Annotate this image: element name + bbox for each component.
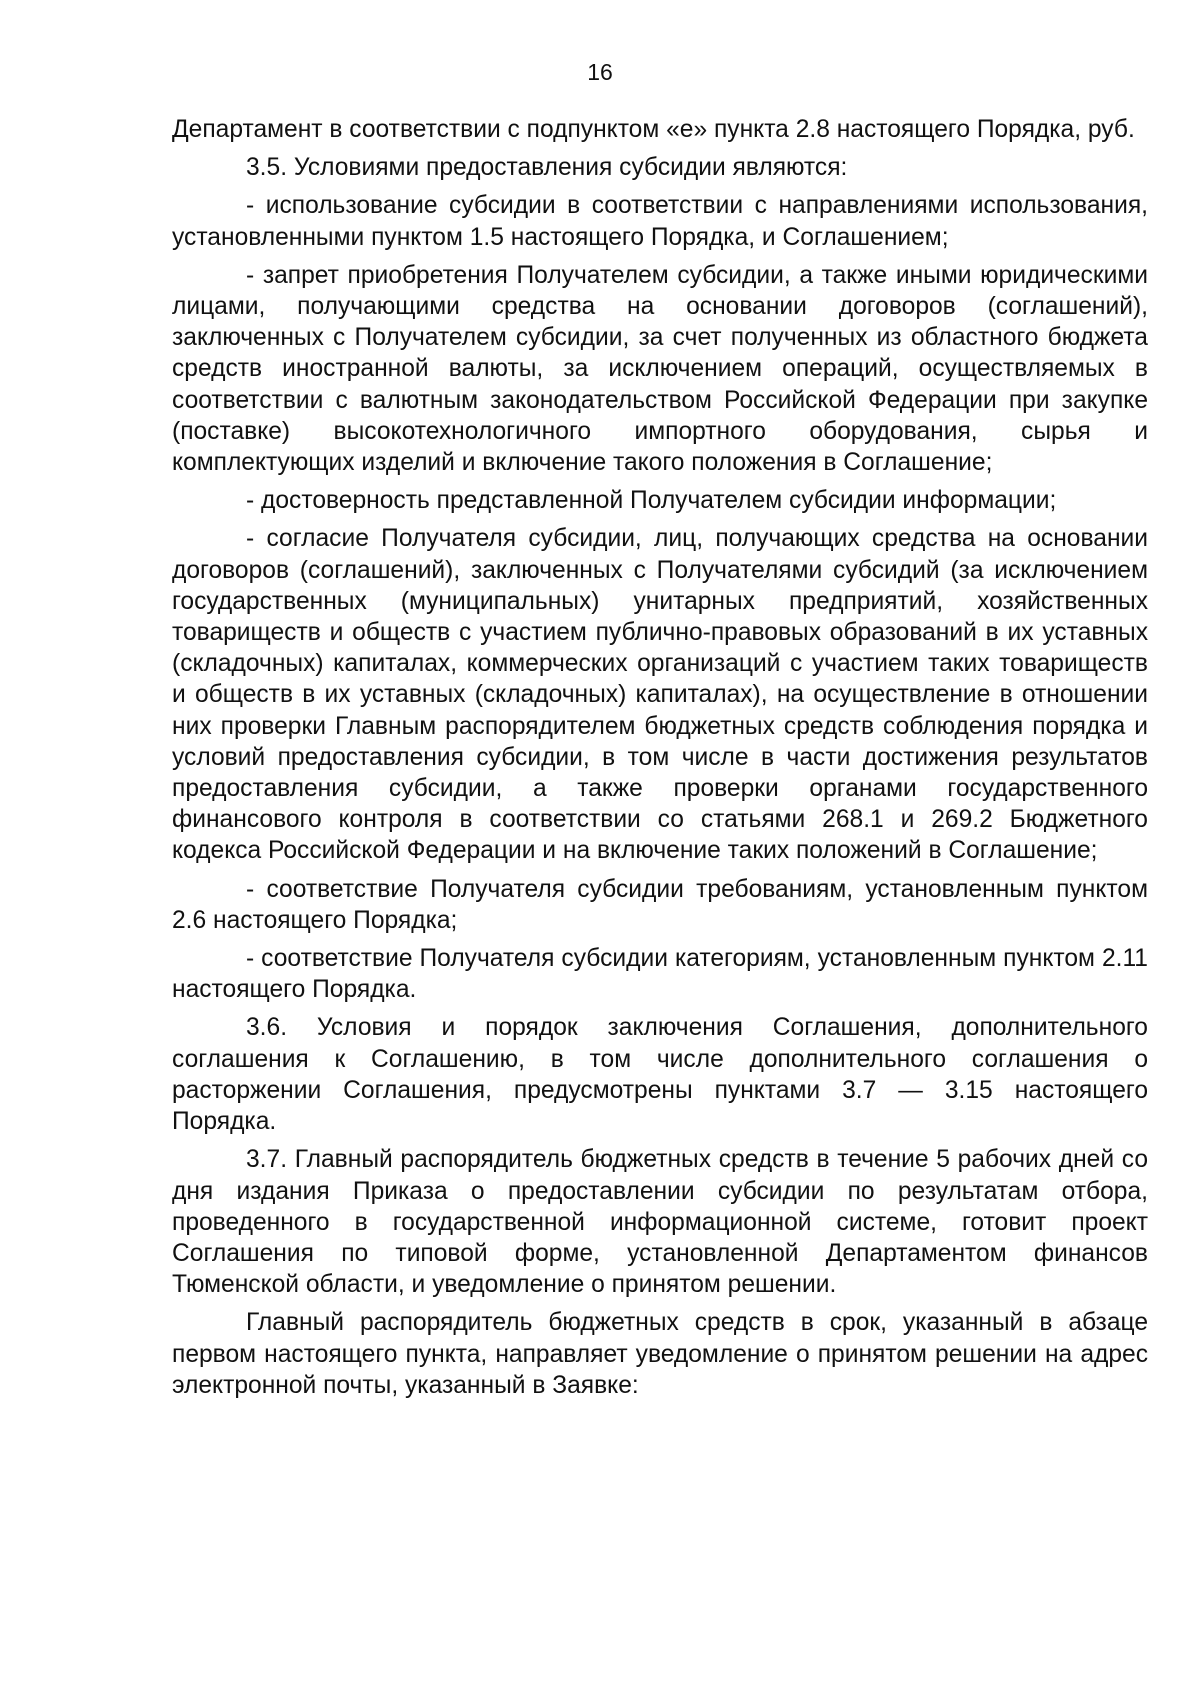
paragraph-condition-consent: - согласие Получателя субсидии, лиц, получающих средства на основании договоров (соглашений), заключенных с Получателями субсидий (за исключением государственных (муниципальных) унитарных предприятий, хозяйственных товариществ и обществ с участием публично-правовых образований в их уставных (складочных) капиталах, коммерческих организаций с участием таких товариществ и обществ в их уставных (складочных) капиталах), на осуществление в отношении них проверки Главным распорядителем бюджетных средств соблюдения порядка и условий предоставления субсидии, в том числе в части достижения результатов предоставления субсидии, а также проверки органами государственного финансового контроля в соответствии со статьями 268.1 и 269.2 Бюджетного кодекса Российской Федерации и на включение таких положений в Соглашение; [172,525,1148,865]
paragraph-3-5-heading: 3.5. Условиями предоставления субсидии являются: [246,154,848,182]
paragraph-condition-currency-ban: - запрет приобретения Получателем субсидии, а также иными юридическими лицами, получающими средства на основании договоров (соглашений), заключенных с Получателем субсидии, за счет полученных из областного бюджета средств иностранной валюты, за исключением операций, осуществляемых в соответствии с валютным законодательством Российской Федерации при закупке (поставке) высокотехнологичного импортного оборудования, сырья и комплектующих изделий и включение такого положения в Соглашение; [172,261,1148,477]
paragraph-condition-reliability: - достоверность представленной Получателем субсидии информации; [246,487,1057,515]
paragraph-notification: Главный распорядитель бюджетных средств в срок, указанный в абзаце первом настоящего пункта, направляет уведомление о принятом решении на адрес электронной почты, указанный в Заявке: [172,1309,1148,1399]
page-number: 16 [587,59,613,85]
paragraph-3-7: 3.7. Главный распорядитель бюджетных средств в течение 5 рабочих дней со дня издания Приказа о предоставлении субсидии по результатам отбора, проведенного в государственной информационной системе, готовит проект Соглашения по типовой форме, установленной Департаментом финансов Тюменской области, и уведомление о принятом решении. [172,1146,1148,1299]
paragraph-3-6: 3.6. Условия и порядок заключения Соглашения, дополнительного соглашения к Соглашению, в том числе дополнительного соглашения о расторжении Соглашения, предусмотрены пунктами 3.7 — 3.15 настоящего Порядка. [172,1014,1148,1136]
paragraph-condition-use: - использование субсидии в соответствии с направлениями использования, установленными пунктом 1.5 настоящего Порядка, и Соглашением; [172,192,1148,251]
document-body [172,114,1148,1408]
paragraph-condition-categories: - соответствие Получателя субсидии категориям, установленным пунктом 2.11 настоящего Порядка. [172,945,1148,1004]
paragraph-condition-requirements: - соответствие Получателя субсидии требованиям, установленным пунктом 2.6 настоящего Порядка; [172,875,1148,934]
paragraph-continuation: Департамент в соответствии с подпунктом «е» пункта 2.8 настоящего Порядка, руб. [172,116,1135,143]
